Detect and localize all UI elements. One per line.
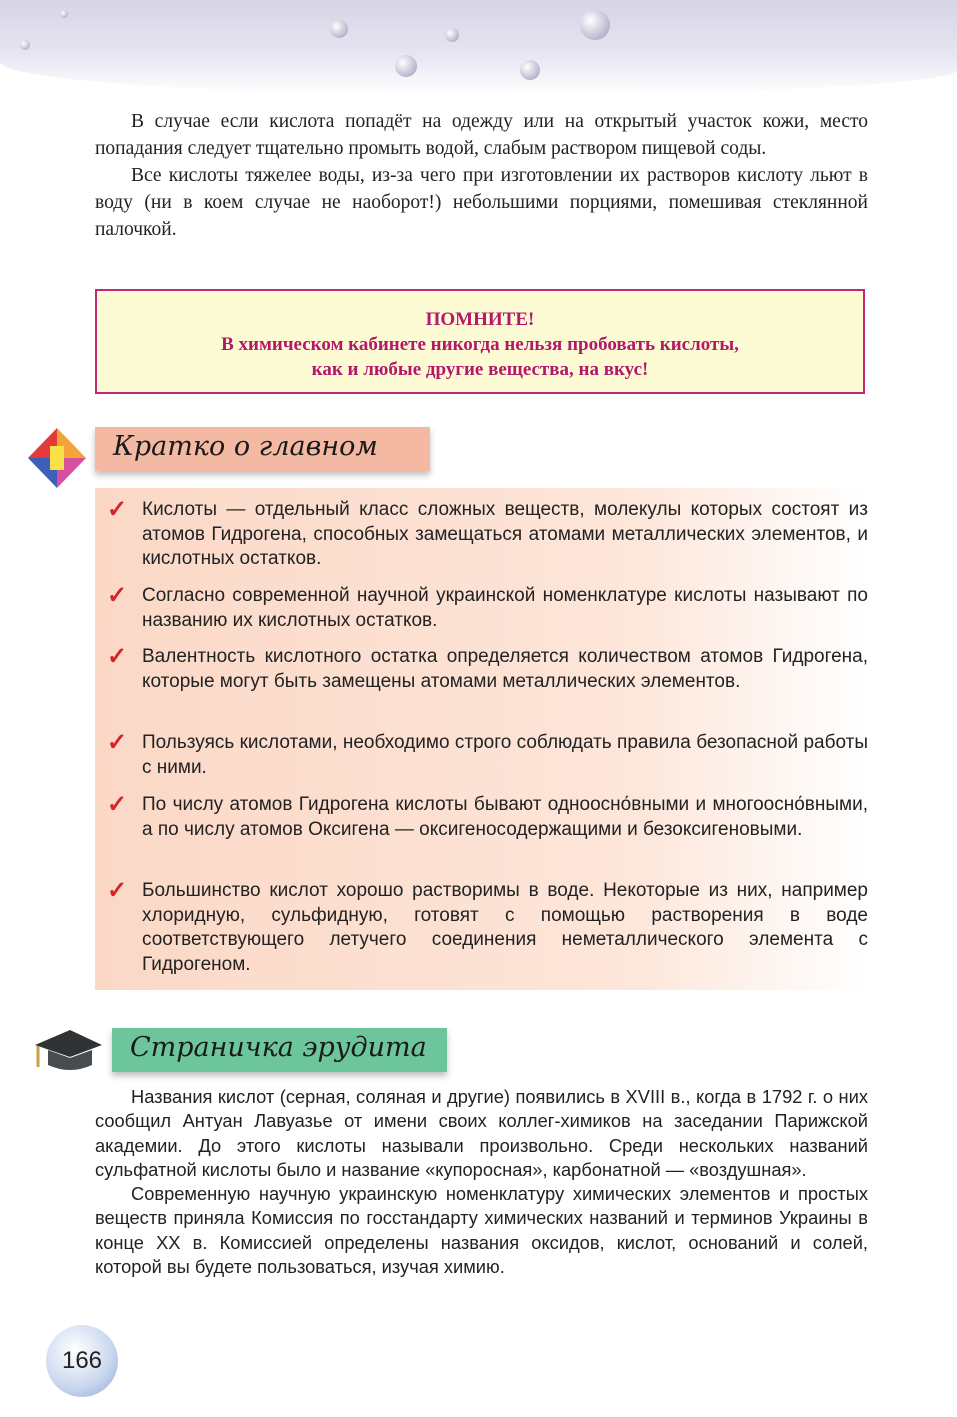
page-number: 166 xyxy=(46,1325,118,1397)
checkmark-icon: ✓ xyxy=(107,877,128,904)
summary-item: ✓ Пользуясь кислотами, необходимо строго соблюдать правила безопасной работы с ними. xyxy=(107,729,868,778)
summary-heading: Кратко о главном xyxy=(113,431,378,462)
header-decoration xyxy=(0,0,957,95)
intro-paragraph: В случае если кислота попадёт на одежду или на открытый участок кожи, место попадания следует тщательно промыть водой, слабым раствором пищевой соды. xyxy=(95,111,868,159)
checkmark-icon: ✓ xyxy=(107,729,128,756)
remember-line: как и любые другие вещества, на вкус! xyxy=(311,359,649,380)
remember-box xyxy=(95,289,865,394)
erudite-paragraph: Названия кислот (серная, соляная и другие) появились в XVIII в., когда в 1792 г. о них сообщил Антуан Лавуазье от имени своих коллег-химиков на заседании Парижской академии. До этого кислоты называли произвольно. Среди нескольких названий сульфатной кислоты было и название «купоросная», карбонатной — «воздушная». xyxy=(95,1086,868,1180)
erudite-heading-band xyxy=(112,1028,447,1072)
summary-item: ✓ Большинство кислот хорошо растворимы в воде. Некоторые из них, например хлоридную, сульфидную, готовят с помощью растворения в воде соответствующего летучего соединения неметаллического элемента с Гидрогеном. xyxy=(107,877,868,975)
checkmark-icon: ✓ xyxy=(107,791,128,818)
summary-item: ✓ Кислоты — отдельный класс сложных веществ, молекулы которых состоят из атомов Гидрогена, способных замещаться атомами металлических элементов, и кислотных остатков. xyxy=(107,496,868,569)
summary-item: ✓ По числу атомов Гидрогена кислоты бывают одноосно́вными и многоосно́вными, а по числу атомов Оксигена — оксигеносодержащими и безоксигеновыми. xyxy=(107,791,868,840)
erudite-text xyxy=(95,1085,868,1279)
checkmark-icon: ✓ xyxy=(107,496,128,523)
summary-heading-band xyxy=(95,427,430,471)
summary-box xyxy=(95,488,868,990)
erudite-heading: Страничка эрудита xyxy=(130,1032,427,1063)
checkmark-icon: ✓ xyxy=(107,582,128,609)
summary-item: ✓ Согласно современной научной украинской номенклатуре кислоты называют по названию их кислотных остатков. xyxy=(107,582,868,631)
graduation-cap-icon xyxy=(30,1025,105,1080)
remember-line: В химическом кабинете никогда нельзя пробовать кислоты, xyxy=(221,334,739,355)
colorful-diamond-icon xyxy=(28,428,86,488)
remember-title: ПОМНИТЕ! xyxy=(425,309,535,330)
intro-paragraph: Все кислоты тяжелее воды, из-за чего при изготовлении их растворов кислоту льют в воду (ни в коем случае не наоборот!) небольшими порциями, помешивая стеклянной палочкой. xyxy=(95,165,868,240)
erudite-paragraph: Современную научную украинскую номенклатуру химических элементов и простых веществ приняла Комиссия по госстандарту химических названий и терминов Украины в конце XX в. Комиссией определены названия оксидов, кислот, оснований и солей, которой вы будете пользоваться, изучая химию. xyxy=(95,1183,868,1278)
checkmark-icon: ✓ xyxy=(107,643,128,670)
intro-text xyxy=(95,108,868,243)
summary-item: ✓ Валентность кислотного остатка определяется количеством атомов Гидрогена, которые могут быть замещены атомами металлических элементов. xyxy=(107,643,868,692)
